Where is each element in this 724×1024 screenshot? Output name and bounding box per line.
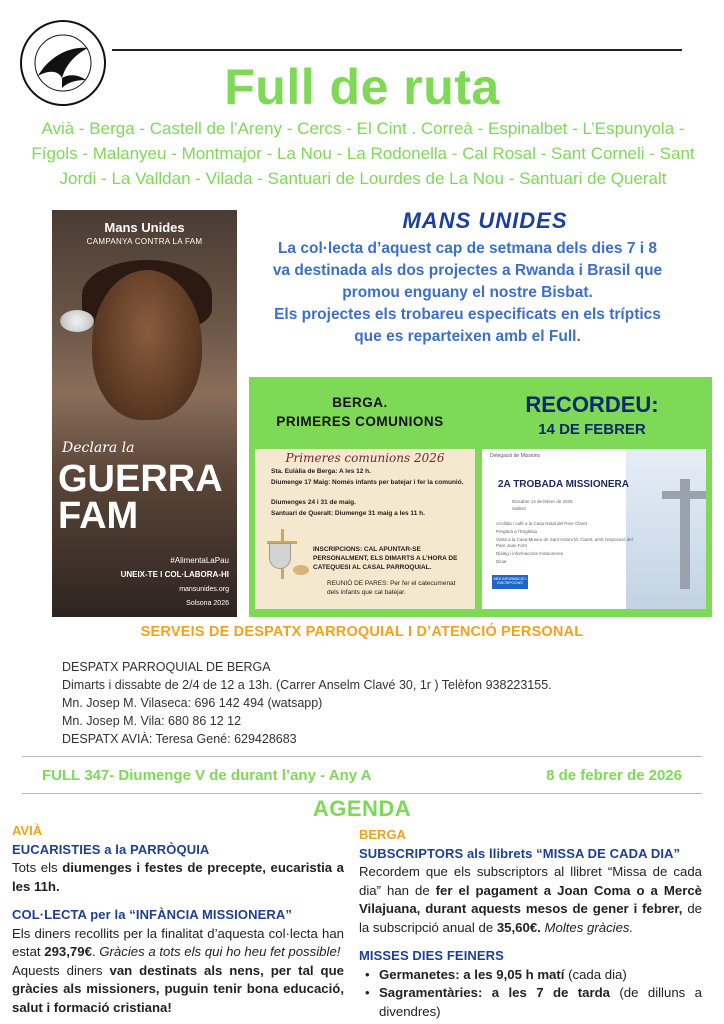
trobada-line-3: Visita a la Casa-Museu de Sant Antoni M. Claret, amb l’exposició del Pare Joan Font: [496, 537, 633, 548]
agenda-berga: [359, 826, 702, 1021]
collecta-destination: Aquests diners van destinats als nens, per tal que gràcies als missioners, puguin tenir bona educació, salut i formació cristiana!: [12, 962, 344, 1015]
trobada-card: [482, 449, 706, 609]
recordeu-date: 14 DE FEBRER: [538, 421, 646, 438]
despatx-line: DESPATX PARROQUIAL DE BERGA: [62, 660, 271, 674]
header-rule: [112, 49, 682, 51]
trobada-line-4: Diàleg i informacions missioneres: [496, 551, 564, 556]
serveis-title: SERVEIS DE DESPATX PARROQUIAL I D’ATENCIÓ PERSONAL: [140, 624, 584, 640]
spoon-icon: [60, 310, 94, 332]
poster-hashtag: #AlimentaLaPau: [170, 556, 229, 565]
poster-declara: Declara la: [62, 440, 135, 456]
chalice-icon: [269, 543, 291, 569]
eucaristies-text: Tots els diumenges i festes de precepte, eucaristia a les 11h.: [12, 860, 344, 894]
avia-heading: AVIÀ: [12, 823, 43, 838]
poster-campaign: CAMPANYA CONTRA LA FAM: [86, 237, 203, 246]
bread-icon: [293, 565, 309, 575]
poster-uneix: UNEIX-TE I COL·LABORA-HI: [120, 570, 229, 579]
sky-image: [626, 449, 706, 609]
places-list: Avià - Berga - Castell de l’Areny - Cercs - El Cint . Correà - Espinalbet - L’Espunyola - Fígols - Malanyeu - Montmajor - La Nou - La Rodonella - Cal Rosal - Sant Corneli - Sant Jordi - La Valldan - Vilada - Santuari de Lourdes de La Nou - Santuari de Queralt: [31, 119, 695, 188]
trobada-line-2: Pregària a l’Església: [496, 529, 538, 534]
poster-solsona: Solsona 2026: [186, 600, 229, 607]
agenda-title: AGENDA: [312, 796, 412, 821]
despatx-line: Mn. Josep M. Vila: 680 86 12 12: [62, 714, 242, 728]
mans-unides-title: MANS UNIDES: [402, 208, 568, 233]
despatx-line: Mn. Josep M. Vilaseca: 696 142 494 (watsapp): [62, 696, 323, 710]
comunions-heading-1: BERGA.: [332, 395, 388, 410]
eucaristies-heading: EUCARISTIES a la PARRÒQUIA: [12, 841, 210, 857]
full-date: 8 de febrer de 2026: [546, 767, 682, 784]
trobada-date: Dissabte 14 de febrer de 2026: [512, 499, 573, 504]
berga-heading: BERGA: [359, 827, 406, 842]
comunions-heading: [260, 393, 460, 431]
statue-arms-icon: [662, 491, 706, 499]
comunions-line-6: REUNIÓ DE PARES: Per fer el catecumenat dels infants que cal batejar.: [327, 580, 456, 596]
poster-brand: Mans Unides: [104, 220, 185, 235]
comunions-card: [255, 449, 475, 609]
misses-list: [359, 966, 702, 1022]
list-item: • Sagramentàries: a les 7 de tarda (de dilluns a divendres): [365, 984, 702, 1021]
poster-photo-face: [92, 270, 202, 420]
comunions-heading-2: PRIMERES COMUNIONS: [276, 414, 444, 429]
poster-web: mansunides.org: [179, 586, 229, 593]
comunions-line-3: Diumenges 24 i 31 de maig.: [271, 499, 356, 506]
divider: [22, 756, 702, 757]
trobada-place: Sallent: [512, 506, 526, 511]
recordeu-title: RECORDEU:: [525, 392, 659, 417]
despatx-line: DESPATX AVIÀ: Teresa Gené: 629428683: [62, 732, 297, 746]
comunions-line-4: Santuari de Queralt: Diumenge 31 maig a les 11 h.: [271, 510, 425, 517]
mans-unides-text-2: Els projectes els trobareu especificats en els tríptics que es reparteixen amb el Full.: [274, 306, 661, 345]
mans-unides-text-1: La col·lecta d’aquest cap de setmana dels dies 7 i 8 va destinada als dos projectes a Rwanda i Brasil que promou enguany el nostre Bisbat.: [272, 240, 663, 301]
poster-guerra: GUERRA: [58, 458, 223, 500]
collecta-heading: COL·LECTA per la “INFÀNCIA MISSIONERA”: [12, 907, 292, 922]
comunions-line-2: Diumenge 17 Maig: Només infants per batejar i fer la comunió.: [271, 479, 464, 486]
subscriptors-heading: SUBSCRIPTORS als llibrets “MISSA DE CADA DIA”: [359, 845, 681, 861]
trobada-line-1: Acollida i cafè a la Casa Natal del Pare Claret: [496, 521, 588, 526]
list-item: • Germanetes: a les 9,05 h matí (cada dia): [365, 966, 702, 985]
poster-fam: FAM: [58, 495, 139, 537]
trobada-info-badge: MÉS INFORMACIÓ I INSCRIPCIONS: [492, 575, 528, 589]
subscriptors-text: Recordem que els subscriptors al llibret “Missa de cada dia” han de fer el pagament a Joan Coma o a Mercè Vilajuana, durant aquests mesos de gener i febrer, de la subscripció anual de 35,60€. Moltes gràcies.: [359, 864, 703, 935]
agenda-avia: [12, 822, 344, 1017]
trobada-title: 2A TROBADA MISSIONERA: [498, 479, 629, 490]
comunions-line-5: INSCRIPCIONS: CAL APUNTAR-SE PERSONALMENT, ELS DIMARTS A L’HORA DE CATEQUESI AL CASAL PARROQUIAL.: [313, 546, 458, 571]
mans-unides-poster: [52, 210, 237, 617]
comunions-line-1: Sta. Eulàlia de Berga: A les 12 h.: [271, 468, 371, 475]
mans-unides-text: [270, 238, 665, 348]
full-number: FULL 347- Diumenge V de durant l’any - Any A: [42, 767, 372, 784]
trobada-line-5: Dinar: [496, 559, 507, 564]
misses-heading: MISSES DIES FEINERS: [359, 948, 504, 963]
collecta-text: Els diners recollits per la finalitat d’aquesta col·lecta han estat 293,79€. Gràcies a tots els qui ho heu fet possible!: [12, 925, 344, 959]
despatx-info: [62, 658, 682, 748]
divider: [22, 793, 702, 794]
despatx-line: Dimarts i dissabte de 2/4 de 12 a 13h. (Carrer Anselm Clavé 30, 1r ) Telèfon 938223155.: [62, 678, 552, 692]
page-title: Full de ruta: [224, 59, 500, 115]
trobada-org: Delegació de Missions: [490, 453, 541, 459]
comunions-card-title: Primeres comunions 2026: [285, 451, 445, 465]
